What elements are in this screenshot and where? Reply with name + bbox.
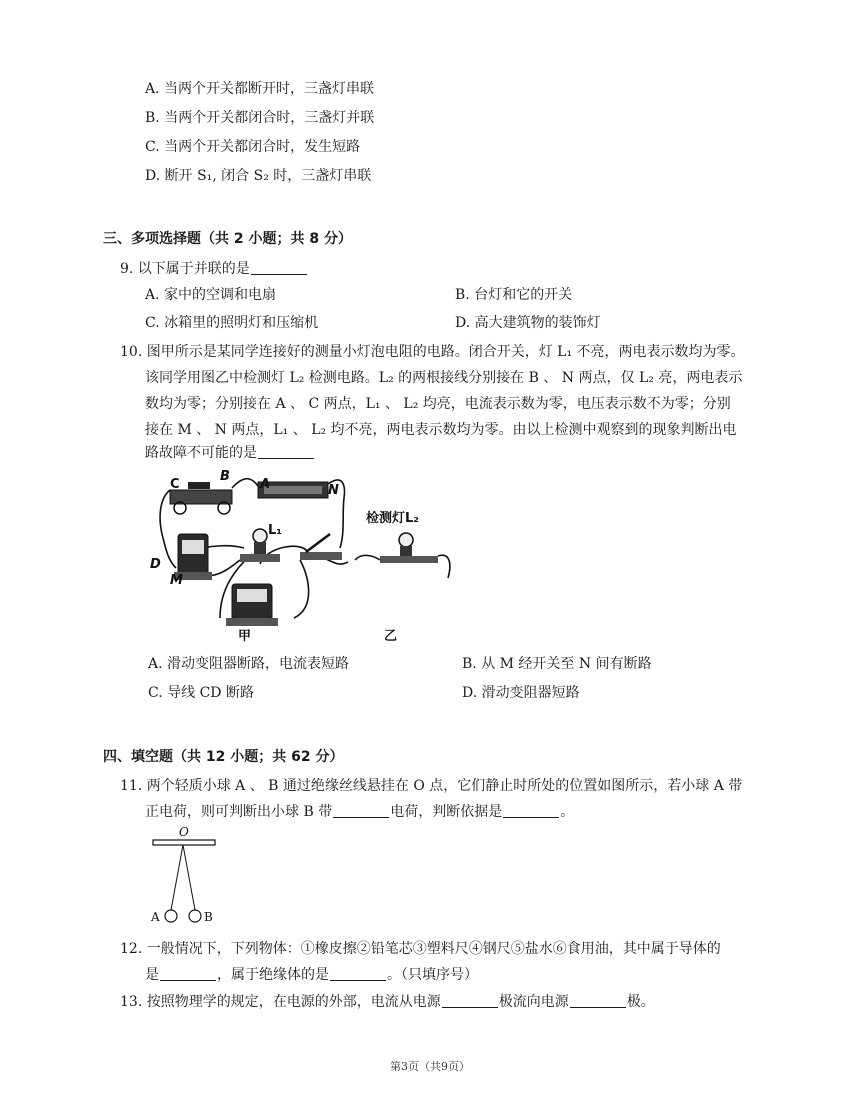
figure-label-c: C — [170, 477, 180, 492]
answer-blank — [333, 803, 389, 818]
pendulum-figure — [145, 824, 225, 928]
q8-option-d: D. 断开 S₁, 闭合 S₂ 时，三盏灯串联 — [145, 168, 372, 184]
figure-label-yi: 乙 — [384, 629, 398, 644]
figure-label-l1: L₁ — [268, 523, 282, 538]
q8-option-b: B. 当两个开关都闭合时，三盏灯并联 — [145, 110, 375, 126]
q9-option-d: D. 高大建筑物的装饰灯 — [455, 315, 601, 331]
figure-label-tester: 检测灯L₂ — [366, 511, 419, 526]
answer-blank — [258, 444, 314, 459]
figure-label-jia: 甲 — [238, 629, 252, 644]
q9-option-c: C. 冰箱里的照明灯和压缩机 — [145, 315, 319, 331]
tester-lamp-l2-icon — [399, 533, 413, 547]
q8-option-a: A. 当两个开关都断开时，三盏灯串联 — [145, 81, 375, 97]
answer-blank — [570, 993, 626, 1008]
ball-b — [189, 910, 201, 922]
switch — [300, 552, 342, 560]
figure-label-b: B — [220, 469, 230, 484]
section-3-title: 三、多项选择题（共 2 小题；共 8 分） — [103, 231, 352, 247]
q13-stem: 13. 按照物理学的规定，在电源的外部，电流从电源 极流向电源 极。 — [120, 994, 655, 1010]
q10-option-b: B. 从 M 经开关至 N 间有断路 — [462, 656, 652, 672]
circuit-figure — [140, 468, 460, 646]
figure-label-ball-b: B — [204, 910, 213, 924]
ball-a — [165, 910, 177, 922]
q10-option-a: A. 滑动变阻器断路，电流表短路 — [148, 656, 350, 672]
q10-stem-line-2: 该同学用图乙中检测灯 L₂ 检测电路。L₂ 的两根接线分别接在 B 、 N 两点，仅 L₂ 亮，两电表示 — [145, 370, 743, 386]
answer-blank — [251, 260, 307, 275]
q11-stem-line-2: 正电荷，则可判断出小球 B 带 电荷，判断依据是 。 — [145, 804, 575, 820]
q9-option-b: B. 台灯和它的开关 — [455, 287, 573, 303]
answer-blank — [503, 803, 559, 818]
q9-stem: 9. 以下属于并联的是 — [120, 259, 308, 279]
support-bar — [153, 840, 215, 845]
figure-label-a: A — [260, 477, 271, 492]
q8-option-c: C. 当两个开关都闭合时，发生短路 — [145, 139, 361, 155]
q10-option-d: D. 滑动变阻器短路 — [462, 685, 580, 701]
figure-label-d: D — [150, 557, 161, 572]
bulb-l1-icon — [253, 529, 267, 543]
figure-label-ball-a: A — [151, 910, 160, 924]
q10-option-c: C. 导线 CD 断路 — [148, 685, 254, 701]
q10-stem-line-1: 10. 图甲所示是某同学连接好的测量小灯泡电阻的电路。闭合开关，灯 L₁ 不亮，两电表示数均为零。 — [120, 344, 745, 360]
q12-stem-line-2: 是 ，属于绝缘体的是 。（只填序号） — [145, 967, 478, 983]
figure-label-o: O — [179, 825, 189, 839]
answer-blank — [442, 993, 498, 1008]
q9-option-a: A. 家中的空调和电扇 — [145, 287, 277, 303]
q10-stem-line-3: 数均为零；分别接在 A 、 C 两点，L₁ 、 L₂ 均亮，电流表示数为零，电压表示数不为零；分别 — [145, 396, 731, 412]
q12-stem-line-1: 12. 一般情况下，下列物体：①橡皮擦②铅笔芯③塑料尺④钢尺⑤盐水⑥食用油，其中属于导体的 — [120, 941, 721, 957]
answer-blank — [160, 966, 216, 981]
figure-label-m: M — [170, 573, 183, 588]
figure-label-n: N — [328, 483, 339, 498]
section-4-title: 四、填空题（共 12 小题；共 62 分） — [103, 749, 344, 765]
page-footer: 第3页（共9页） — [390, 1060, 470, 1073]
q11-stem-line-1: 11. 两个轻质小球 A 、 B 通过绝缘丝线悬挂在 O 点，它们静止时所处的位置如图所示，若小球 A 带 — [120, 778, 743, 794]
q10-stem-line-5: 路故障不可能的是 — [145, 443, 315, 463]
answer-blank — [330, 966, 386, 981]
q10-stem-line-4: 接在 M 、 N 两点，L₁ 、 L₂ 均不亮，两电表示数均为零。由以上检测中观察到的现象判断出电 — [145, 422, 737, 438]
